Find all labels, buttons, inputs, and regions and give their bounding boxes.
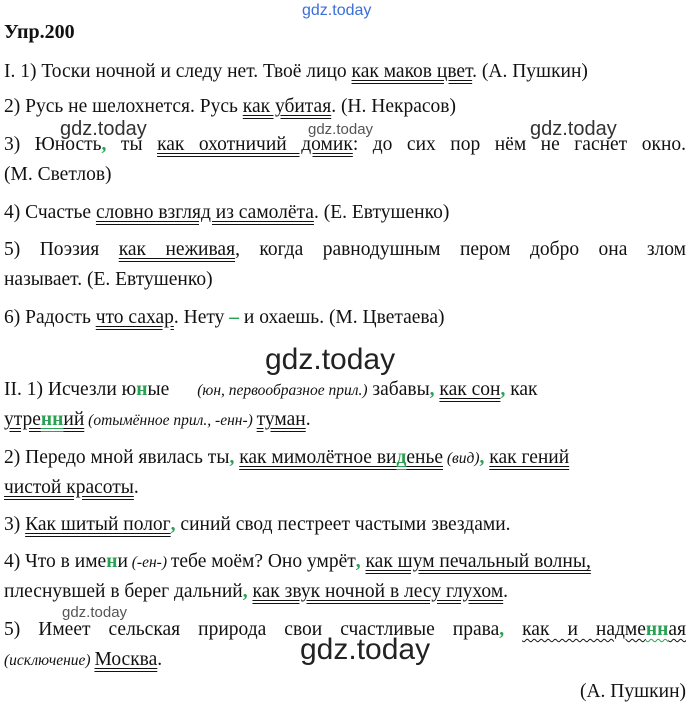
watermark: gdz.today: [530, 118, 617, 140]
sentence-1-4: 4) Счастье словно взгляд из самолёта. (Е. Евтушенко): [4, 202, 450, 223]
sentence-2-2: 2) Передо мной явилась ты, как мимолётное виденье (вид), как гений: [4, 447, 570, 468]
sentence-1-6: 6) Радость что сахар. Нету – и охаешь. (М. Цветаева): [4, 307, 445, 328]
author-signature: (А. Пушкин): [579, 681, 686, 702]
sentence-2-5: 5) Имеет сельская природа свои счастливые права, как и надменная: [4, 619, 687, 640]
sentence-2-4-cont: плеснувшей в берег дальний, как звук ночной в лесу глухом.: [4, 581, 509, 602]
sentence-1-5-author: называет. (Е. Евтушенко): [4, 269, 213, 290]
watermark: gdz.today: [265, 343, 396, 376]
sentence-1-1: I. 1) Тоски ночной и следу нет. Твоё лицо как маков цвет. (А. Пушкин): [4, 61, 588, 82]
sentence-2-5-cont: (исключение) Москва.: [4, 649, 163, 670]
sentence-2-1: II. 1) Исчезли юные (юн, первообразное прил.) забавы, как сон, как: [4, 379, 538, 400]
exercise-title: Упр.200: [4, 21, 75, 43]
sentence-1-3: 3) Юность, ты как охотничий домик: до сих пор нём не гаснет окно.: [4, 134, 687, 155]
watermark: gdz.today: [302, 2, 372, 19]
sentence-1-5: 5) Поэзия как неживая, когда равнодушным пером добро она злом: [4, 239, 686, 260]
sentence-1-2: 2) Русь не шелохнется. Русь как убитая. (Н. Некрасов): [4, 96, 456, 117]
watermark: gdz.today: [60, 118, 147, 140]
sentence-1-3-author: (М. Светлов): [4, 164, 112, 185]
watermark: gdz.today: [62, 604, 128, 621]
sentence-2-2-cont: чистой красоты.: [4, 477, 139, 498]
sentence-2-3: 3) Как шитый полог, синий свод пестреет частыми звездами.: [4, 514, 511, 535]
sentence-2-1-cont: утренний (отымённое прил., -енн-) туман.: [4, 409, 311, 430]
watermark: gdz.today: [308, 121, 374, 138]
sentence-2-4: 4) Что в имени (-ен-) тебе моём? Оно умрёт, как шум печальный волны,: [4, 551, 591, 572]
watermark: gdz.today: [300, 633, 431, 666]
